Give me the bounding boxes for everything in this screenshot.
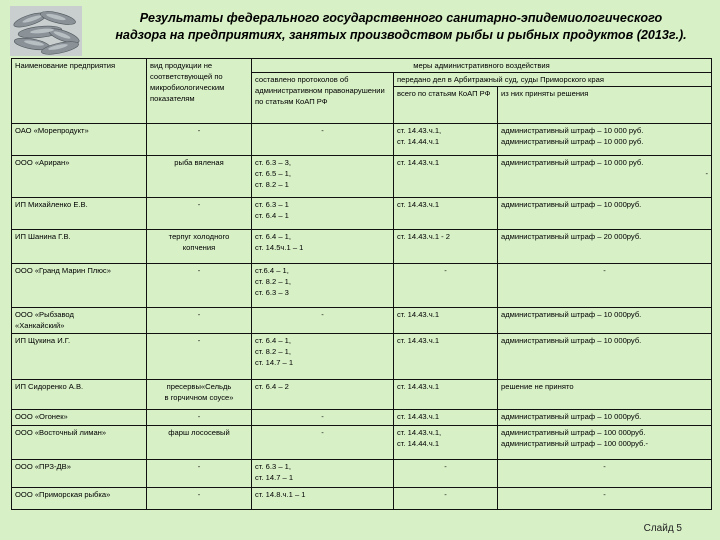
cell-total xyxy=(394,334,498,380)
cell-product xyxy=(147,198,252,230)
cell-line: ст. 14.43.ч.1 xyxy=(397,382,440,391)
cell-enterprise xyxy=(12,230,147,264)
cell-decisions xyxy=(498,156,712,198)
cell-decisions xyxy=(498,460,712,488)
results-table xyxy=(11,58,712,510)
cell-enterprise xyxy=(12,460,147,488)
cell-product xyxy=(147,124,252,156)
table-body xyxy=(12,124,712,510)
cell-product xyxy=(147,426,252,460)
cell-line: решение не принято xyxy=(501,382,574,391)
cell-line: ст. 14.44.ч.1 xyxy=(397,439,440,448)
cell-line: ст. 14.43.ч.1 xyxy=(397,336,440,345)
cell-line: ст. 14.43.ч.1, xyxy=(397,126,442,135)
cell-line: - xyxy=(197,126,201,135)
table-row xyxy=(12,410,712,426)
cell-decisions xyxy=(498,488,712,510)
cell-protocols xyxy=(252,264,394,308)
table-row xyxy=(12,460,712,488)
cell-line: ст. 8.2 – 1, xyxy=(255,277,291,286)
cell-line: ст. 6.3 – 1, xyxy=(255,462,291,471)
cell-protocols xyxy=(252,124,394,156)
cell-line: пресервы«Сельдь xyxy=(166,382,232,391)
cell-line: - xyxy=(321,428,324,437)
table-row xyxy=(12,198,712,230)
cell-product xyxy=(147,264,252,308)
cell-line: терпуг холодного xyxy=(168,232,230,241)
cell-line: - xyxy=(444,490,447,499)
cell-line: ст. 6.3 – 3 xyxy=(255,288,289,297)
cell-enterprise xyxy=(12,410,147,426)
cell-decisions xyxy=(498,264,712,308)
cell-line: ст. 6.4 – 1 xyxy=(255,211,289,220)
cell-total xyxy=(394,308,498,334)
slide-number: Слайд 5 xyxy=(643,523,682,534)
cell-protocols xyxy=(252,380,394,410)
cell-line: ст. 14.43.ч.1 xyxy=(397,412,440,421)
cell-line: административный штраф – 10 000руб. xyxy=(501,336,642,345)
cell-line: - xyxy=(197,412,201,421)
cell-line: ст.6.4 – 1, xyxy=(255,266,289,275)
cell-product xyxy=(147,308,252,334)
table-row xyxy=(12,308,712,334)
cell-enterprise xyxy=(12,488,147,510)
cell-line: административный штраф – 10 000 руб. xyxy=(501,126,644,135)
fish-image xyxy=(10,6,82,56)
title-line-1: Результаты федерального государственного санитарно-эпидемиологического xyxy=(139,11,663,25)
cell-decisions xyxy=(498,124,712,156)
cell-line: ИП Сидоренко А.В. xyxy=(15,382,84,391)
cell-line: административный штраф – 10 000руб. xyxy=(501,412,642,421)
cell-total xyxy=(394,198,498,230)
cell-line: ООО «Восточный лиман» xyxy=(15,428,107,437)
cell-decisions xyxy=(498,198,712,230)
table-row xyxy=(12,156,712,198)
cell-product xyxy=(147,410,252,426)
cell-line: ст. 6.4 – 2 xyxy=(255,382,289,391)
cell-line: - xyxy=(603,490,606,499)
header-measures: меры административного воздействия xyxy=(252,59,712,73)
cell-line: ОАО «Морепродукт» xyxy=(15,126,89,135)
cell-decisions xyxy=(498,230,712,264)
cell-protocols xyxy=(252,426,394,460)
cell-line: - xyxy=(603,462,606,471)
cell-line: ИП Щукина И.Г. xyxy=(15,336,71,345)
cell-product xyxy=(147,230,252,264)
cell-enterprise xyxy=(12,264,147,308)
cell-line: ст. 14.43.ч.1 xyxy=(397,158,440,167)
cell-enterprise xyxy=(12,380,147,410)
cell-total xyxy=(394,410,498,426)
table-row xyxy=(12,124,712,156)
cell-enterprise xyxy=(12,334,147,380)
cell-line: ст. 6.4 – 1, xyxy=(255,232,291,241)
cell-line: административный штраф – 10 000 руб. xyxy=(501,137,644,146)
cell-enterprise xyxy=(12,426,147,460)
cell-line: - xyxy=(197,462,201,471)
table-row xyxy=(12,426,712,460)
cell-total xyxy=(394,460,498,488)
cell-protocols xyxy=(252,410,394,426)
cell-line: ст. 14.7 – 1 xyxy=(255,358,294,367)
title-line-2: надзора на предприятиях, занятых производством рыбы и рыбных продуктов (2013г.). xyxy=(115,28,687,42)
cell-line: - xyxy=(444,462,447,471)
cell-line: ст. 14.7 – 1 xyxy=(255,473,294,482)
cell-line: - xyxy=(197,310,201,319)
header-court: передано дел в Арбитражный суд, суды Приморского края xyxy=(394,73,712,87)
table-row xyxy=(12,264,712,308)
table-row xyxy=(12,230,712,264)
table-row xyxy=(12,334,712,380)
cell-enterprise xyxy=(12,156,147,198)
cell-total xyxy=(394,488,498,510)
cell-line: ООО «Огонек» xyxy=(15,412,68,421)
cell-line: - xyxy=(603,266,606,275)
cell-line: ООО «Рыбзавод xyxy=(15,310,74,319)
cell-protocols xyxy=(252,156,394,198)
cell-line: - xyxy=(197,336,201,345)
header-total: всего по статьям КоАП РФ xyxy=(394,87,498,124)
cell-line: - xyxy=(197,200,201,209)
cell-protocols xyxy=(252,198,394,230)
cell-product xyxy=(147,488,252,510)
cell-line: - xyxy=(705,169,709,178)
cell-line: ст. 6.5 – 1, xyxy=(255,169,291,178)
cell-total xyxy=(394,426,498,460)
cell-protocols xyxy=(252,460,394,488)
cell-line: административный штраф – 10 000руб. xyxy=(501,310,642,319)
cell-line: административный штраф – 10 000руб. xyxy=(501,200,642,209)
cell-line: ООО «Приморская рыбка» xyxy=(15,490,111,499)
cell-product xyxy=(147,334,252,380)
cell-protocols xyxy=(252,334,394,380)
cell-line: - xyxy=(321,310,324,319)
cell-line: ст. 14.43.ч.1, xyxy=(397,428,442,437)
header-product: вид продукции не соответствующей по микробиологическим показателям xyxy=(147,59,252,124)
cell-total xyxy=(394,156,498,198)
cell-line: административный штраф – 100 000руб.- xyxy=(501,439,649,448)
cell-line: в горчичном соусе» xyxy=(164,393,234,402)
cell-decisions xyxy=(498,410,712,426)
cell-line: ст. 14.43.ч.1 xyxy=(397,310,440,319)
cell-decisions xyxy=(498,308,712,334)
cell-line: ООО «Ариран» xyxy=(15,158,70,167)
cell-line: копчения xyxy=(182,243,216,252)
table-row xyxy=(12,380,712,410)
cell-line: - xyxy=(444,266,447,275)
cell-line: рыба вяленая xyxy=(174,158,224,167)
cell-protocols xyxy=(252,308,394,334)
header-protocols: составлено протоколов об административном правонарушении по статьям КоАП РФ xyxy=(252,73,394,124)
cell-line: ст. 14.43.ч.1 - 2 xyxy=(397,232,451,241)
cell-line: ст. 8.2 – 1 xyxy=(255,180,289,189)
cell-line: - xyxy=(197,266,201,275)
cell-line: ст. 6.3 – 1 xyxy=(255,200,289,209)
cell-line: «Ханкайский» xyxy=(15,321,65,330)
cell-enterprise xyxy=(12,124,147,156)
cell-total xyxy=(394,230,498,264)
cell-product xyxy=(147,156,252,198)
cell-line: - xyxy=(321,126,324,135)
cell-line: ст. 14.44.ч.1 xyxy=(397,137,440,146)
cell-decisions xyxy=(498,380,712,410)
cell-total xyxy=(394,124,498,156)
header-enterprise: Наименование предприятия xyxy=(12,59,147,124)
cell-line: ст. 14.8.ч.1 – 1 xyxy=(255,490,306,499)
cell-enterprise xyxy=(12,198,147,230)
cell-line: ст. 6.4 – 1, xyxy=(255,336,291,345)
cell-line: ООО «Гранд Марин Плюс» xyxy=(15,266,111,275)
cell-line: ст. 6.3 – 3, xyxy=(255,158,291,167)
cell-line: административный штраф – 20 000руб. xyxy=(501,232,642,241)
page-title xyxy=(84,10,718,44)
cell-decisions xyxy=(498,426,712,460)
cell-protocols xyxy=(252,230,394,264)
cell-line: - xyxy=(197,490,201,499)
cell-protocols xyxy=(252,488,394,510)
cell-total xyxy=(394,264,498,308)
header-decisions: из них приняты решения xyxy=(498,87,712,124)
cell-decisions xyxy=(498,334,712,380)
cell-line: административный штраф – 100 000руб. xyxy=(501,428,646,437)
cell-line: ст. 14.5ч.1 – 1 xyxy=(255,243,304,252)
cell-line: ИП Шанина Г.В. xyxy=(15,232,71,241)
cell-line: - xyxy=(321,412,324,421)
cell-line: ст. 14.43.ч.1 xyxy=(397,200,440,209)
cell-product xyxy=(147,460,252,488)
cell-line: административный штраф – 10 000 руб. xyxy=(501,158,644,167)
cell-line: ООО «ПРЗ-ДВ» xyxy=(15,462,71,471)
cell-line: ИП Михайленко Е.В. xyxy=(15,200,88,209)
cell-total xyxy=(394,380,498,410)
table-row xyxy=(12,488,712,510)
cell-line: ст. 8.2 – 1, xyxy=(255,347,291,356)
cell-line: фарш лососевый xyxy=(168,428,230,437)
cell-enterprise xyxy=(12,308,147,334)
cell-product xyxy=(147,380,252,410)
